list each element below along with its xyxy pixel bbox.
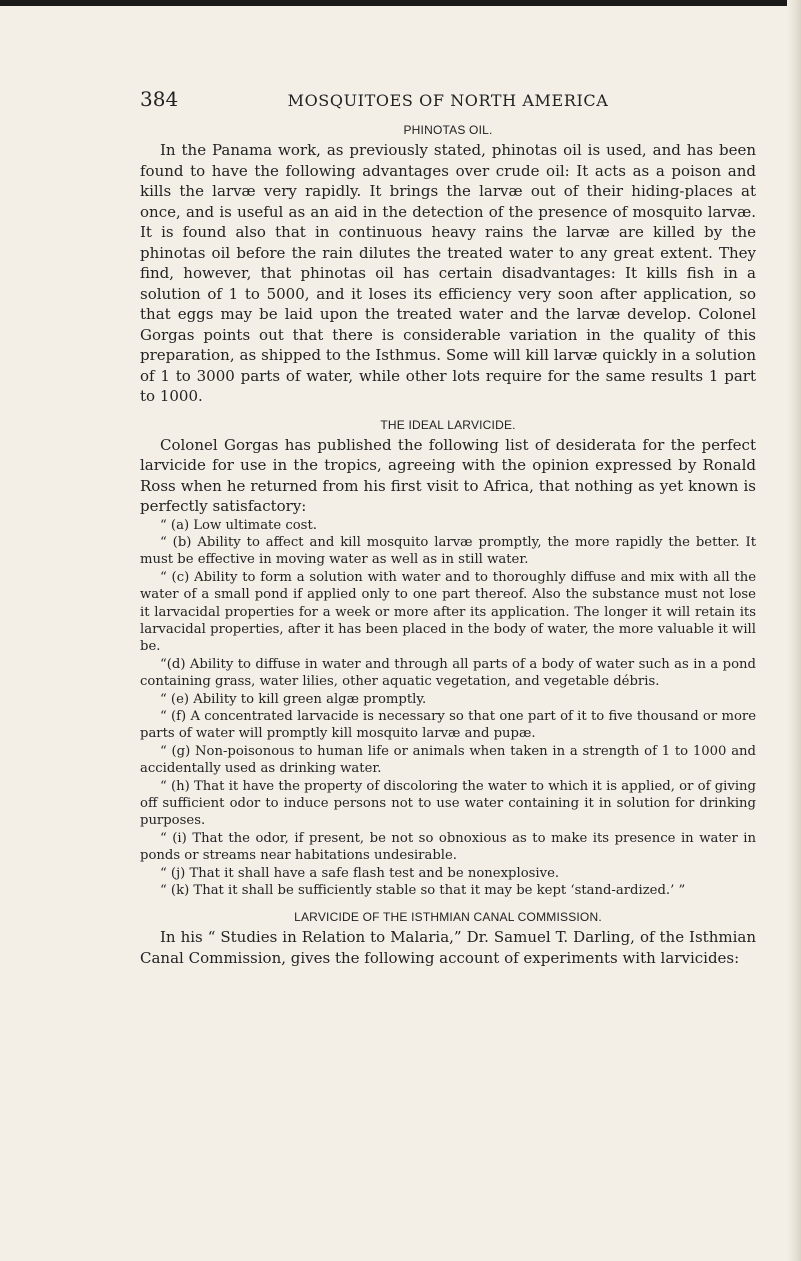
desideratum-k: “ (k) That it shall be sufficiently stable so that it may be kept ‘stand-ardized.’ ” (160, 883, 686, 899)
desideratum-i: “ (i) That the odor, if present, be not so obnoxious as to make its presence in water in ponds or streams near habitations undesirable. (140, 830, 756, 864)
running-head (140, 82, 756, 112)
desideratum-f: “ (f) A concentrated larvacide is necessary so that one part of it to five thousand or more parts of water will promptly kill mosquito larvæ and pupæ. (140, 708, 756, 742)
running-title: MOSQUITOES OF NORTH AMERICA (287, 91, 609, 110)
page-content (140, 82, 756, 968)
page-top-edge (0, 0, 801, 6)
page-right-edge (787, 0, 801, 1261)
desideratum-e: “ (e) Ability to kill green algæ promptly. (160, 691, 427, 707)
desideratum-j: “ (j) That it shall have a safe flash test and be nonexplosive. (160, 865, 560, 881)
desideratum-d: “(d) Ability to diffuse in water and through all parts of a body of water such as in a pond containing grass, water lilies, other aquatic vegetation, and vegetable débris. (140, 656, 756, 690)
desideratum-b: “ (b) Ability to affect and kill mosquito larvæ promptly, the more rapidly the better. It must be effective in moving water as well as in still water. (140, 534, 756, 568)
ideal-larvicide-intro: Colonel Gorgas has published the following list of desiderata for the perfect larvicide for use in the tropics, agreeing with the opinion expressed by Ronald Ross when he returned from his first visit to Africa, that nothing as yet known is perfectly satisfactory: (140, 435, 756, 515)
section-heading-phinotas-oil: PHINOTAS OIL. (403, 123, 493, 137)
desideratum-c: “ (c) Ability to form a solution with water and to thoroughly diffuse and mix with all the water of a small pond if applied only to one part thereof. Also the substance must not lose it larvacidal properties for a week or more after its application. The longer it will retain its larvacidal properties, after it has been placed in the body of water, the more valuable it will be. (140, 569, 756, 655)
phinotas-paragraph: In the Panama work, as previously stated, phinotas oil is used, and has been found to have the following advantages over crude oil: It acts as a poison and kills the larvæ very rapidly. It brings the larvæ out of their hiding-places at once, and is useful as an aid in the detection of the presence of mosquito larvæ. It is found also that in continuous heavy rains the larvæ are killed by the phinotas oil before the rain dilutes the treated water to any great extent. They find, however, that phinotas oil has certain disadvantages: It kills fish in a solution of 1 to 5000, and it loses its efficiency very soon after application, so that eggs may be laid upon the treated water and the larvæ develop. Colonel Gorgas points out that there is considerable variation in the quality of this preparation, as shipped to the Isthmus. Some will kill larvæ quickly in a solution of 1 to 3000 parts of water, while other lots require for the same results 1 part to 1000. (140, 141, 756, 405)
desideratum-a: “ (a) Low ultimate cost. (160, 517, 317, 533)
isthmian-paragraph: In his “ Studies in Relation to Malaria,” Dr. Samuel T. Darling, of the Isthmian Canal Commission, gives the following account of experiments with larvicides: (140, 928, 756, 967)
section-heading-ideal-larvicide: THE IDEAL LARVICIDE. (380, 417, 516, 432)
page-number: 384 (140, 87, 179, 111)
section-heading-isthmian-canal: LARVICIDE OF THE ISTHMIAN CANAL COMMISSION. (294, 910, 602, 925)
desideratum-h: “ (h) That it have the property of discoloring the water to which it is applied, or of giving off sufficient odor to induce persons not to use water containing it in solution for drinking purposes. (140, 778, 756, 829)
desideratum-g: “ (g) Non-poisonous to human life or animals when taken in a strength of 1 to 1000 and accidentally used as drinking water. (140, 743, 756, 777)
